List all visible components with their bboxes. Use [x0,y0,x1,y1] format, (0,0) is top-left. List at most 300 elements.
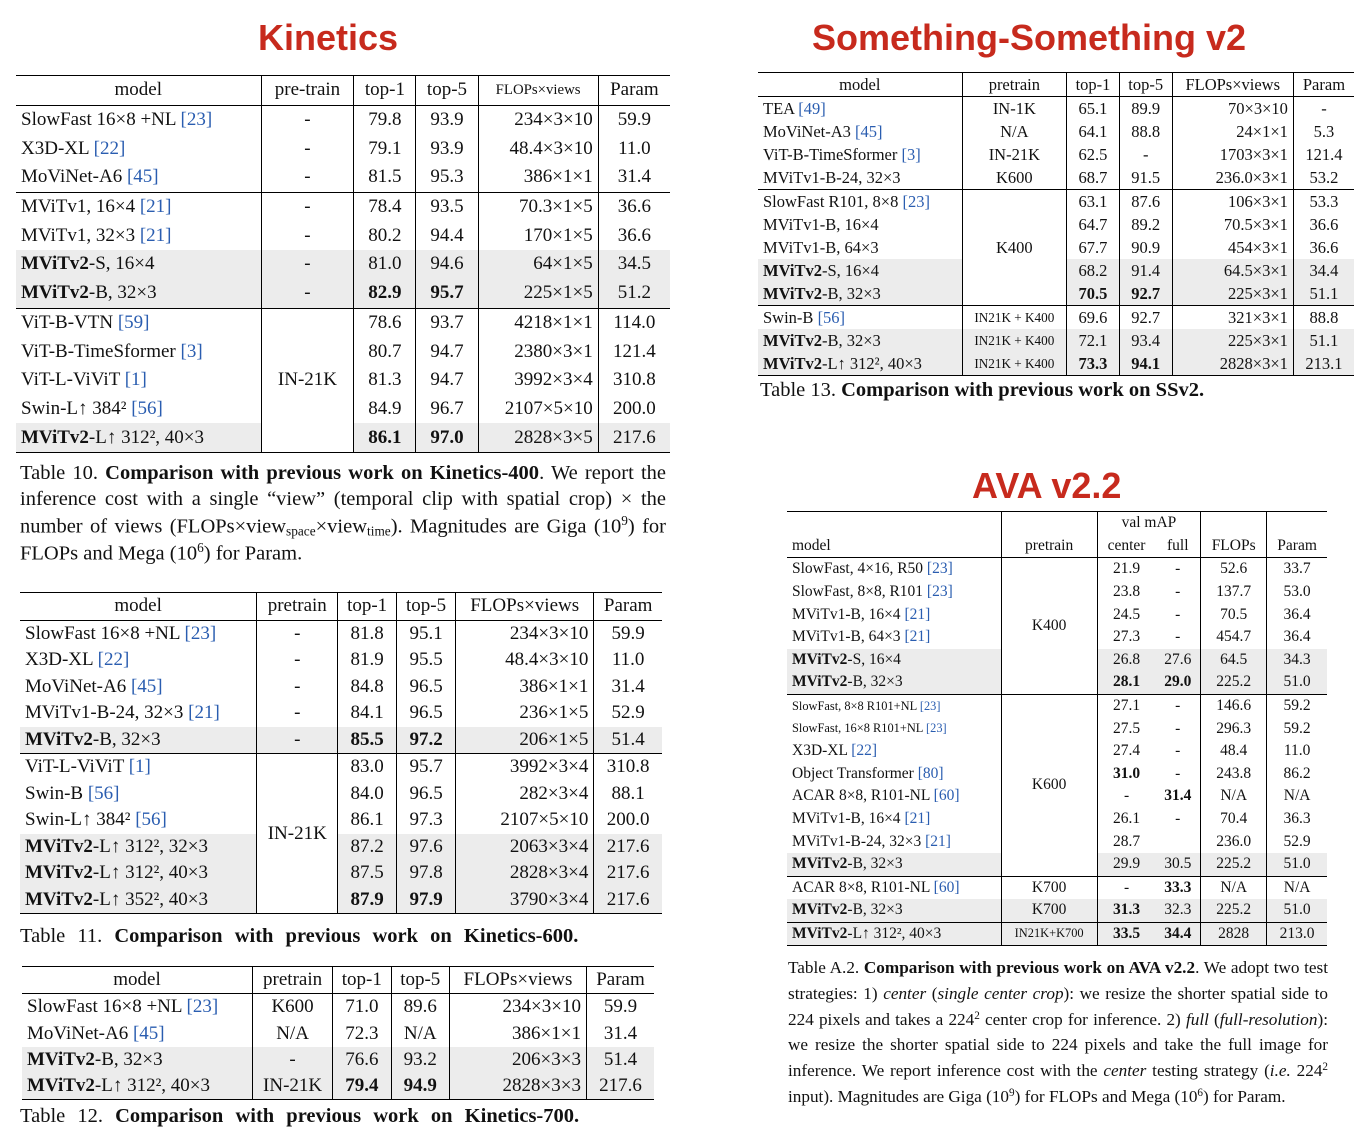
top1-cell: 87.5 [338,860,397,887]
model-cell [758,306,962,330]
caption-table12 [20,1104,666,1130]
full-cell: - [1175,697,1181,715]
col-header-top1: top-1 [338,593,397,621]
flops-cell: 3992×3×4 [456,754,594,781]
top5-cell: 88.8 [1119,120,1172,143]
model-name-bold: MViTv2 [763,353,822,373]
model-cell [20,674,257,701]
top1-cell: 63.1 [1067,190,1120,214]
top1-cell: 64.1 [1067,120,1120,143]
flops-cell: 386×1×1 [478,163,598,192]
col-header-param: Param [1267,535,1327,558]
model-cell [16,337,261,366]
flops-cell: 48.4 [1201,740,1267,763]
model-name-bold: MViTv2 [21,426,89,448]
center-cell: 21.9 [1097,558,1155,581]
param-cell: 51.4 [594,727,662,754]
caption-label: Table 12. [20,1105,103,1127]
model-cell [787,717,1001,740]
param-cell: 200.0 [598,395,670,424]
caption-title: Comparison with previous work on Kinetics-600. [114,925,579,947]
top5-cell: 97.9 [397,887,456,914]
param-cell: 217.6 [594,887,662,914]
col-header-top5: top-5 [391,967,449,994]
top5-cell: 89.6 [391,994,449,1021]
table-row [20,647,662,674]
model-name: Swin-L↑ 384² [25,809,131,831]
top5-cell: 93.7 [416,308,478,337]
model-name-bold: MViTv2 [25,835,93,857]
table-row [787,876,1327,899]
model-name: -L↑ 312², 40×3 [821,353,922,373]
citation-link: [3] [180,340,203,362]
table-row [20,620,662,647]
col-header-model: model [113,969,161,991]
full-cell: 29.0 [1155,671,1200,694]
model-cell [20,834,257,861]
model-cell [20,620,257,647]
flops-cell: 234×3×10 [449,994,586,1021]
model-name: -B, 32×3 [821,330,881,350]
param-cell: 217.6 [594,860,662,887]
param-cell: 51.2 [598,279,670,308]
citation-link: [21] [925,832,951,850]
model-name: -L↑ 312², 32×3 [92,835,209,857]
col-header-top1: top-1 [354,76,416,106]
flops-cell: 2063×3×4 [456,834,594,861]
top5-cell: 97.2 [397,727,456,754]
param-cell: 51.1 [1293,282,1354,306]
table-kinetics-700 [22,966,654,1100]
center-cell: 26.1 [1097,808,1155,831]
citation-link: [23] [180,109,213,131]
flops-cell: N/A [1201,785,1267,808]
pretrain-cell: N/A [962,120,1067,143]
model-cell [758,282,962,306]
citation-link: [21] [904,605,931,623]
flops-cell: 106×3×1 [1172,190,1293,214]
param-cell: 59.9 [598,105,670,134]
flops-cell: 225×3×1 [1172,282,1293,306]
model-name-bold: MViTv2 [792,855,848,873]
pretrain-cell: K700 [1001,899,1097,922]
flops-cell: 70×3×10 [1172,97,1293,121]
pretrain-cell: - [261,134,354,163]
model-name: ViT-L-ViViT [25,756,124,778]
model-name: X3D-XL [25,649,93,671]
citation-link: [56] [135,809,167,831]
model-name-bold: MViTv2 [792,673,848,691]
flops-cell: 2107×5×10 [478,395,598,424]
top1-cell: 87.2 [338,834,397,861]
col-header-top5: top-5 [416,76,478,106]
model-name: ACAR 8×8, R101-NL [792,878,930,896]
param-cell: 121.4 [598,337,670,366]
citation-link: [23] [926,583,953,601]
top5-cell: 93.2 [391,1047,449,1073]
citation-link: [45] [855,121,883,141]
flops-cell: 64×1×5 [478,250,598,279]
citation-link: [59] [117,311,150,333]
model-name: SlowFast 16×8 +NL [27,996,182,1018]
citation-link: [21] [139,196,172,218]
top5-cell: 94.1 [1119,352,1172,376]
col-header-model: model [114,79,163,101]
flops-cell: 454.7 [1201,626,1267,649]
param-cell: 59.9 [586,994,654,1021]
model-cell [16,366,261,395]
flops-cell: 2828×3×1 [1172,352,1293,376]
top5-cell: 95.3 [416,163,478,192]
model-cell [20,887,257,914]
model-cell [758,143,962,166]
col-header-model: model [839,74,881,94]
flops-cell: 52.6 [1201,558,1267,581]
top5-cell: 94.7 [416,337,478,366]
pretrain-cell: - [257,674,338,701]
top1-cell: 79.4 [333,1073,391,1100]
center-cell: 24.5 [1097,603,1155,626]
top1-cell: 84.9 [354,395,416,424]
pretrain-cell: IN21K + K400 [962,352,1067,376]
top5-cell: 94.6 [416,250,478,279]
flops-cell: 70.5 [1201,603,1267,626]
full-cell: 32.3 [1155,899,1200,922]
center-cell: 31.3 [1097,899,1155,922]
model-cell [787,899,1001,922]
param-cell: 5.3 [1293,120,1354,143]
param-cell: 36.3 [1267,808,1327,831]
pretrain-cell: IN-21K [261,308,354,452]
pretrain-cell: - [261,105,354,134]
model-cell [787,626,1001,649]
model-name: -L↑ 312², 40×3 [92,862,209,884]
param-cell: 11.0 [598,134,670,163]
top1-cell: 69.6 [1067,306,1120,330]
model-name: MViTv1, 16×4 [21,196,136,218]
top5-cell: 96.7 [416,395,478,424]
caption-label: Table 11. [20,925,103,947]
top5-cell: 97.8 [397,860,456,887]
param-cell: 53.0 [1267,581,1327,604]
model-cell [16,279,261,308]
model-cell [787,785,1001,808]
table-row [16,105,670,134]
pretrain-cell: - [253,1047,333,1073]
top5-cell: 95.1 [397,620,456,647]
model-name-bold: MViTv2 [792,924,848,942]
flops-cell: 236×1×5 [456,700,594,727]
caption-tableA2: Table A.2. Comparison with previous work on AVA v2.2. We adopt two test strategies: 1) center (single center crop): we resize the shorter spatial side to 224 pixels and takes a $224^2$ center crop for inference. 2) full (full-resolution): we resize the shorter spatial side to 224 pixels and take the full image for inference. We report inference cost with the center testing strategy (i.e. $224^2$ input). Magnitudes are Giga $(10^9)$ for FLOPs and Mega $(10^6)$ for Param. [788,958,1328,1106]
center-cell: 23.8 [1097,581,1155,604]
citation-link: [21] [139,224,172,246]
top1-cell: 86.1 [354,423,416,452]
top5-cell: 97.6 [397,834,456,861]
top5-cell: 94.7 [416,366,478,395]
model-name-bold: MViTv2 [763,283,822,303]
model-name-bold: MViTv2 [792,650,848,668]
flops-cell: 236.0×3×1 [1172,166,1293,190]
flops-cell: 137.7 [1201,581,1267,604]
model-name: SlowFast 16×8 +NL [21,109,176,131]
param-cell: 59.2 [1267,694,1327,717]
flops-cell: 64.5 [1201,649,1267,672]
top5-cell: 92.7 [1119,282,1172,306]
table-row [22,1047,654,1073]
top1-cell: 78.6 [354,308,416,337]
flops-cell: 234×3×10 [478,105,598,134]
param-cell: 51.1 [1293,329,1354,352]
full-cell: - [1175,605,1181,623]
param-cell: 31.4 [598,163,670,192]
center-cell: - [1097,785,1155,808]
top1-cell: 79.8 [354,105,416,134]
param-cell: 217.6 [594,834,662,861]
top5-cell: 92.7 [1119,306,1172,330]
flops-cell: 146.6 [1201,694,1267,717]
top5-cell: 96.5 [397,700,456,727]
model-cell [20,860,257,887]
citation-link: [23] [919,698,941,713]
top5-cell: 93.4 [1119,329,1172,352]
param-cell: 114.0 [598,308,670,337]
center-cell: 27.5 [1097,717,1155,740]
model-name-bold: MViTv2 [792,901,848,919]
model-cell [22,1021,253,1047]
model-name: ACAR 8×8, R101-NL [792,787,930,805]
model-name: SlowFast, 8×8 R101+NL [792,698,917,713]
center-cell: 28.1 [1097,671,1155,694]
pretrain-cell: IN21K + K400 [962,306,1067,330]
col-header-center: center [1097,535,1155,558]
full-cell [1155,830,1200,853]
caption-sub: space [286,523,316,539]
flops-cell: 48.4×3×10 [456,647,594,674]
citation-link: [21] [188,702,220,724]
model-name-bold: MViTv2 [25,888,93,910]
caption-sub: time [367,523,391,539]
top1-cell: 84.8 [338,674,397,701]
table-row [16,279,670,308]
pretrain-cell: - [261,279,354,308]
model-name: SlowFast, 4×16, R50 [792,560,924,578]
table-row [758,306,1354,330]
col-header-top5: top-5 [1119,73,1172,97]
citation-link: [23] [926,560,953,578]
top1-cell: 81.9 [338,647,397,674]
model-cell [16,395,261,424]
col-header-pretrain: pretrain [962,73,1067,97]
full-cell: - [1175,560,1181,578]
model-cell [787,603,1001,626]
model-cell [787,694,1001,717]
pretrain-cell: - [257,700,338,727]
model-cell [787,763,1001,786]
top5-cell: N/A [391,1021,449,1047]
flops-cell: 3790×3×4 [456,887,594,914]
col-header-flops: FLOPs×views [478,76,598,106]
param-cell: 36.6 [1293,236,1354,259]
top5-cell: 97.3 [397,807,456,834]
model-cell [758,213,962,236]
pretrain-cell: - [257,647,338,674]
full-cell: - [1175,764,1181,782]
table-row [20,781,662,808]
top1-cell: 67.7 [1067,236,1120,259]
model-name: -L↑ 352², 40×3 [92,888,209,910]
top1-cell: 81.0 [354,250,416,279]
model-name: MViTv1, 32×3 [21,224,136,246]
citation-link: [56] [131,397,163,419]
citation-link: [45] [130,675,163,697]
model-name: -B, 32×3 [92,728,161,750]
model-cell [20,781,257,808]
flops-cell: 206×1×5 [456,727,594,754]
model-cell [22,1047,253,1073]
top1-cell: 81.3 [354,366,416,395]
pretrain-cell: K600 [253,994,333,1021]
model-name: X3D-XL [21,137,89,159]
model-cell [787,830,1001,853]
table-row [16,308,670,337]
full-cell: 30.5 [1155,853,1200,876]
model-name: Swin-L↑ 384² [21,397,127,419]
flops-cell: 70.3×1×5 [478,192,598,221]
param-cell: 59.2 [1267,717,1327,740]
model-name: -B, 32×3 [847,673,903,691]
col-header-param: Param [598,76,670,106]
pretrain-cell: K600 [1001,694,1097,876]
flops-cell: 70.4 [1201,808,1267,831]
table-row [20,754,662,781]
param-cell: 213.0 [1267,922,1327,946]
param-cell: - [1293,97,1354,121]
caption-title: Comparison with previous work on Kinetics-700. [115,1105,580,1127]
model-name: MoViNet-A6 [27,1022,129,1044]
model-name-bold: MViTv2 [21,253,89,275]
flops-cell: 70.5×3×1 [1172,213,1293,236]
top1-cell: 84.0 [338,781,397,808]
param-cell: 310.8 [594,754,662,781]
model-cell [787,671,1001,694]
citation-link: [23] [902,191,930,211]
param-cell: 34.5 [598,250,670,279]
top1-cell: 73.3 [1067,352,1120,376]
top5-cell: 90.9 [1119,236,1172,259]
model-name-bold: MViTv2 [25,862,93,884]
citation-link: [22] [93,137,126,159]
top5-cell: 94.9 [391,1073,449,1100]
param-cell: 31.4 [594,674,662,701]
model-name: -S, 16×4 [847,650,901,668]
param-cell: 121.4 [1293,143,1354,166]
center-cell: 33.5 [1097,922,1155,946]
param-cell: 33.7 [1267,558,1327,581]
model-name: MViTv1-B, 16×4 [792,605,901,623]
center-cell: 27.1 [1097,694,1155,717]
flops-cell: 386×1×1 [449,1021,586,1047]
param-cell: 217.6 [586,1073,654,1100]
model-cell [787,558,1001,581]
top1-cell: 72.1 [1067,329,1120,352]
top1-cell: 83.0 [338,754,397,781]
model-cell [20,647,257,674]
model-name: SlowFast, 16×8 R101+NL [792,721,923,736]
model-name: MViTv1-B, 64×3 [763,237,879,257]
ssv2-title: Something-Something v2 [812,17,1247,58]
caption-table11 [20,924,666,950]
model-name: SlowFast R101, 8×8 [763,191,899,211]
flops-cell: 24×1×1 [1172,120,1293,143]
model-name: MViTv1-B-24, 32×3 [792,832,922,850]
flops-cell: 2828 [1201,922,1267,946]
citation-link: [60] [933,878,960,896]
table-row [20,674,662,701]
model-name: MViTv1-B, 64×3 [792,628,901,646]
center-cell: 27.3 [1097,626,1155,649]
model-name: MoViNet-A6 [25,675,127,697]
param-cell: N/A [1267,785,1327,808]
pretrain-cell: IN-21K [257,754,338,914]
pretrain-cell: IN21K + K400 [962,329,1067,352]
flops-cell: 225.2 [1201,899,1267,922]
model-name: SlowFast, 8×8, R101 [792,583,924,601]
model-cell [16,221,261,250]
pretrain-cell: - [261,221,354,250]
citation-link: [60] [933,787,960,805]
center-cell: 26.8 [1097,649,1155,672]
table-row [16,221,670,250]
param-cell: 88.1 [594,781,662,808]
model-cell [16,163,261,192]
model-name: Swin-B [763,307,814,327]
model-name: -B, 32×3 [94,1049,163,1071]
model-cell [22,994,253,1021]
model-name: MoViNet-A6 [21,166,123,188]
model-name: -S, 16×4 [88,253,155,275]
model-cell [758,97,962,121]
model-cell [787,808,1001,831]
flops-cell: 2380×3×1 [478,337,598,366]
param-cell: 213.1 [1293,352,1354,376]
param-cell: 36.6 [598,221,670,250]
param-cell: 310.8 [598,366,670,395]
top5-cell: 95.5 [397,647,456,674]
top5-cell: 89.2 [1119,213,1172,236]
flops-cell: 4218×1×1 [478,308,598,337]
col-group-val-map: val mAP [1097,512,1200,535]
top5-cell: 94.4 [416,221,478,250]
col-header-pretrain: pretrain [1001,535,1097,558]
model-name: -L↑ 312², 40×3 [847,924,942,942]
citation-link: [22] [851,742,878,760]
model-name: -B, 32×3 [847,901,903,919]
col-header-flops: FLOPs [1201,535,1267,558]
caption-text: ) for FLOPs and Mega (10 [20,514,667,565]
model-name: MViTv1-B, 16×4 [763,214,879,234]
model-name-bold: MViTv2 [27,1075,95,1097]
top5-cell: 93.9 [416,105,478,134]
table-row [787,694,1327,717]
flops-cell: 234×3×10 [456,620,594,647]
top1-cell: 68.2 [1067,259,1120,282]
top1-cell: 65.1 [1067,97,1120,121]
top1-cell: 81.5 [354,163,416,192]
param-cell: 51.0 [1267,671,1327,694]
model-cell [20,727,257,754]
center-cell: 28.7 [1097,830,1155,853]
top1-cell: 76.6 [333,1047,391,1073]
